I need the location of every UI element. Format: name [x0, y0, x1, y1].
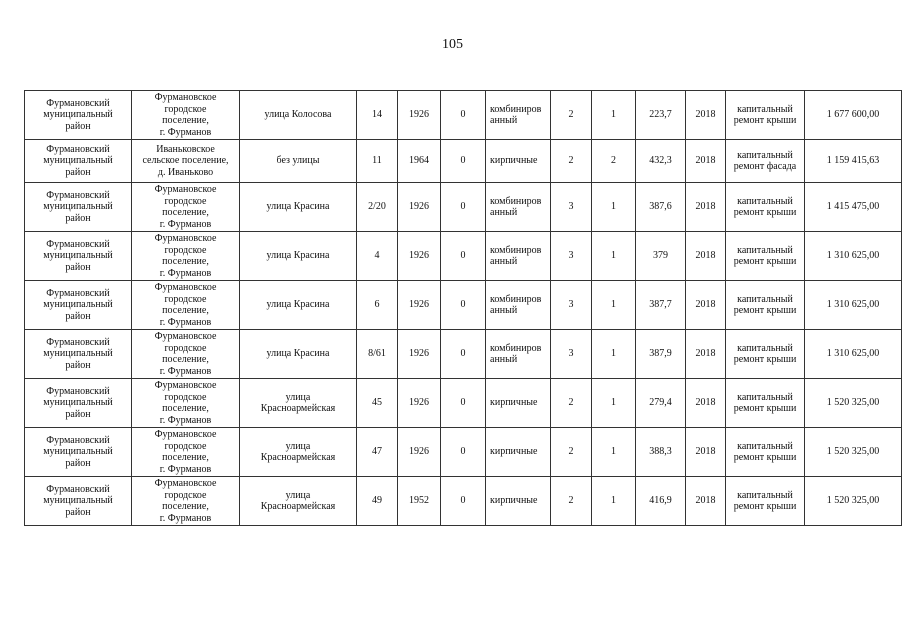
table-row	[25, 477, 902, 526]
entrances-cell: 1	[592, 477, 636, 526]
plan-year-cell: 2018	[686, 91, 726, 140]
area-cell: 223,7	[636, 91, 686, 140]
settlement-cell: Иваньковское сельское поселение, д. Иваньково	[132, 140, 240, 183]
district-cell: Фурмановский муниципальный район	[25, 379, 132, 428]
wall-material-cell: кирпичные	[486, 379, 551, 428]
plan-year-cell: 2018	[686, 183, 726, 232]
cost-cell: 1 520 325,00	[805, 428, 902, 477]
wall-material-cell: кирпичные	[486, 428, 551, 477]
zero-cell: 0	[441, 140, 486, 183]
cost-cell: 1 520 325,00	[805, 477, 902, 526]
wall-material-cell: кирпичные	[486, 477, 551, 526]
cost-cell: 1 310 625,00	[805, 330, 902, 379]
table-row	[25, 232, 902, 281]
plan-year-cell: 2018	[686, 232, 726, 281]
street-cell: улица Красноармейская	[240, 379, 357, 428]
street-cell: без улицы	[240, 140, 357, 183]
settlement-cell: Фурмановское городское поселение, г. Фурманов	[132, 183, 240, 232]
cost-cell: 1 677 600,00	[805, 91, 902, 140]
house-number-cell: 4	[357, 232, 398, 281]
cost-cell: 1 520 325,00	[805, 379, 902, 428]
table-row	[25, 91, 902, 140]
build-year-cell: 1926	[398, 379, 441, 428]
entrances-cell: 1	[592, 232, 636, 281]
house-number-cell: 14	[357, 91, 398, 140]
street-cell: улица Красина	[240, 232, 357, 281]
district-cell: Фурмановский муниципальный район	[25, 281, 132, 330]
zero-cell: 0	[441, 281, 486, 330]
zero-cell: 0	[441, 91, 486, 140]
floors-cell: 2	[551, 140, 592, 183]
settlement-cell: Фурмановское городское поселение, г. Фурманов	[132, 232, 240, 281]
settlement-cell: Фурмановское городское поселение, г. Фурманов	[132, 428, 240, 477]
wall-material-cell: кирпичные	[486, 140, 551, 183]
zero-cell: 0	[441, 232, 486, 281]
floors-cell: 3	[551, 232, 592, 281]
house-number-cell: 45	[357, 379, 398, 428]
house-number-cell: 2/20	[357, 183, 398, 232]
area-cell: 387,7	[636, 281, 686, 330]
table-row	[25, 379, 902, 428]
table-row	[25, 330, 902, 379]
entrances-cell: 1	[592, 330, 636, 379]
area-cell: 388,3	[636, 428, 686, 477]
area-cell: 387,9	[636, 330, 686, 379]
zero-cell: 0	[441, 330, 486, 379]
page-number: 105	[442, 37, 463, 52]
floors-cell: 2	[551, 477, 592, 526]
area-cell: 379	[636, 232, 686, 281]
registry-table	[24, 90, 902, 526]
plan-year-cell: 2018	[686, 330, 726, 379]
wall-material-cell: комбиниров анный	[486, 183, 551, 232]
cost-cell: 1 159 415,63	[805, 140, 902, 183]
street-cell: улица Колосова	[240, 91, 357, 140]
build-year-cell: 1926	[398, 428, 441, 477]
district-cell: Фурмановский муниципальный район	[25, 140, 132, 183]
zero-cell: 0	[441, 428, 486, 477]
work-type-cell: капитальный ремонт крыши	[726, 91, 805, 140]
build-year-cell: 1926	[398, 183, 441, 232]
district-cell: Фурмановский муниципальный район	[25, 428, 132, 477]
house-number-cell: 47	[357, 428, 398, 477]
work-type-cell: капитальный ремонт крыши	[726, 232, 805, 281]
district-cell: Фурмановский муниципальный район	[25, 91, 132, 140]
street-cell: улица Красина	[240, 183, 357, 232]
settlement-cell: Фурмановское городское поселение, г. Фурманов	[132, 281, 240, 330]
zero-cell: 0	[441, 183, 486, 232]
build-year-cell: 1964	[398, 140, 441, 183]
floors-cell: 3	[551, 281, 592, 330]
work-type-cell: капитальный ремонт крыши	[726, 281, 805, 330]
entrances-cell: 1	[592, 91, 636, 140]
build-year-cell: 1952	[398, 477, 441, 526]
floors-cell: 3	[551, 183, 592, 232]
wall-material-cell: комбиниров анный	[486, 330, 551, 379]
cost-cell: 1 310 625,00	[805, 232, 902, 281]
wall-material-cell: комбиниров анный	[486, 281, 551, 330]
floors-cell: 3	[551, 330, 592, 379]
plan-year-cell: 2018	[686, 140, 726, 183]
floors-cell: 2	[551, 91, 592, 140]
build-year-cell: 1926	[398, 232, 441, 281]
entrances-cell: 2	[592, 140, 636, 183]
plan-year-cell: 2018	[686, 428, 726, 477]
cost-cell: 1 310 625,00	[805, 281, 902, 330]
settlement-cell: Фурмановское городское поселение, г. Фурманов	[132, 477, 240, 526]
table-row	[25, 183, 902, 232]
area-cell: 416,9	[636, 477, 686, 526]
work-type-cell: капитальный ремонт крыши	[726, 330, 805, 379]
build-year-cell: 1926	[398, 281, 441, 330]
district-cell: Фурмановский муниципальный район	[25, 477, 132, 526]
plan-year-cell: 2018	[686, 477, 726, 526]
area-cell: 387,6	[636, 183, 686, 232]
table-row	[25, 281, 902, 330]
wall-material-cell: комбиниров анный	[486, 91, 551, 140]
house-number-cell: 8/61	[357, 330, 398, 379]
street-cell: улица Красноармейская	[240, 428, 357, 477]
settlement-cell: Фурмановское городское поселение, г. Фурманов	[132, 330, 240, 379]
area-cell: 432,3	[636, 140, 686, 183]
build-year-cell: 1926	[398, 91, 441, 140]
work-type-cell: капитальный ремонт крыши	[726, 183, 805, 232]
street-cell: улица Красноармейская	[240, 477, 357, 526]
plan-year-cell: 2018	[686, 379, 726, 428]
street-cell: улица Красина	[240, 281, 357, 330]
wall-material-cell: комбиниров анный	[486, 232, 551, 281]
floors-cell: 2	[551, 428, 592, 477]
house-number-cell: 11	[357, 140, 398, 183]
zero-cell: 0	[441, 379, 486, 428]
cost-cell: 1 415 475,00	[805, 183, 902, 232]
floors-cell: 2	[551, 379, 592, 428]
table-row	[25, 428, 902, 477]
entrances-cell: 1	[592, 379, 636, 428]
work-type-cell: капитальный ремонт крыши	[726, 379, 805, 428]
work-type-cell: капитальный ремонт фасада	[726, 140, 805, 183]
district-cell: Фурмановский муниципальный район	[25, 232, 132, 281]
plan-year-cell: 2018	[686, 281, 726, 330]
district-cell: Фурмановский муниципальный район	[25, 330, 132, 379]
entrances-cell: 1	[592, 428, 636, 477]
build-year-cell: 1926	[398, 330, 441, 379]
table-row	[25, 140, 902, 183]
entrances-cell: 1	[592, 281, 636, 330]
house-number-cell: 49	[357, 477, 398, 526]
work-type-cell: капитальный ремонт крыши	[726, 477, 805, 526]
street-cell: улица Красина	[240, 330, 357, 379]
zero-cell: 0	[441, 477, 486, 526]
work-type-cell: капитальный ремонт крыши	[726, 428, 805, 477]
house-number-cell: 6	[357, 281, 398, 330]
district-cell: Фурмановский муниципальный район	[25, 183, 132, 232]
entrances-cell: 1	[592, 183, 636, 232]
area-cell: 279,4	[636, 379, 686, 428]
settlement-cell: Фурмановское городское поселение, г. Фурманов	[132, 91, 240, 140]
settlement-cell: Фурмановское городское поселение, г. Фурманов	[132, 379, 240, 428]
